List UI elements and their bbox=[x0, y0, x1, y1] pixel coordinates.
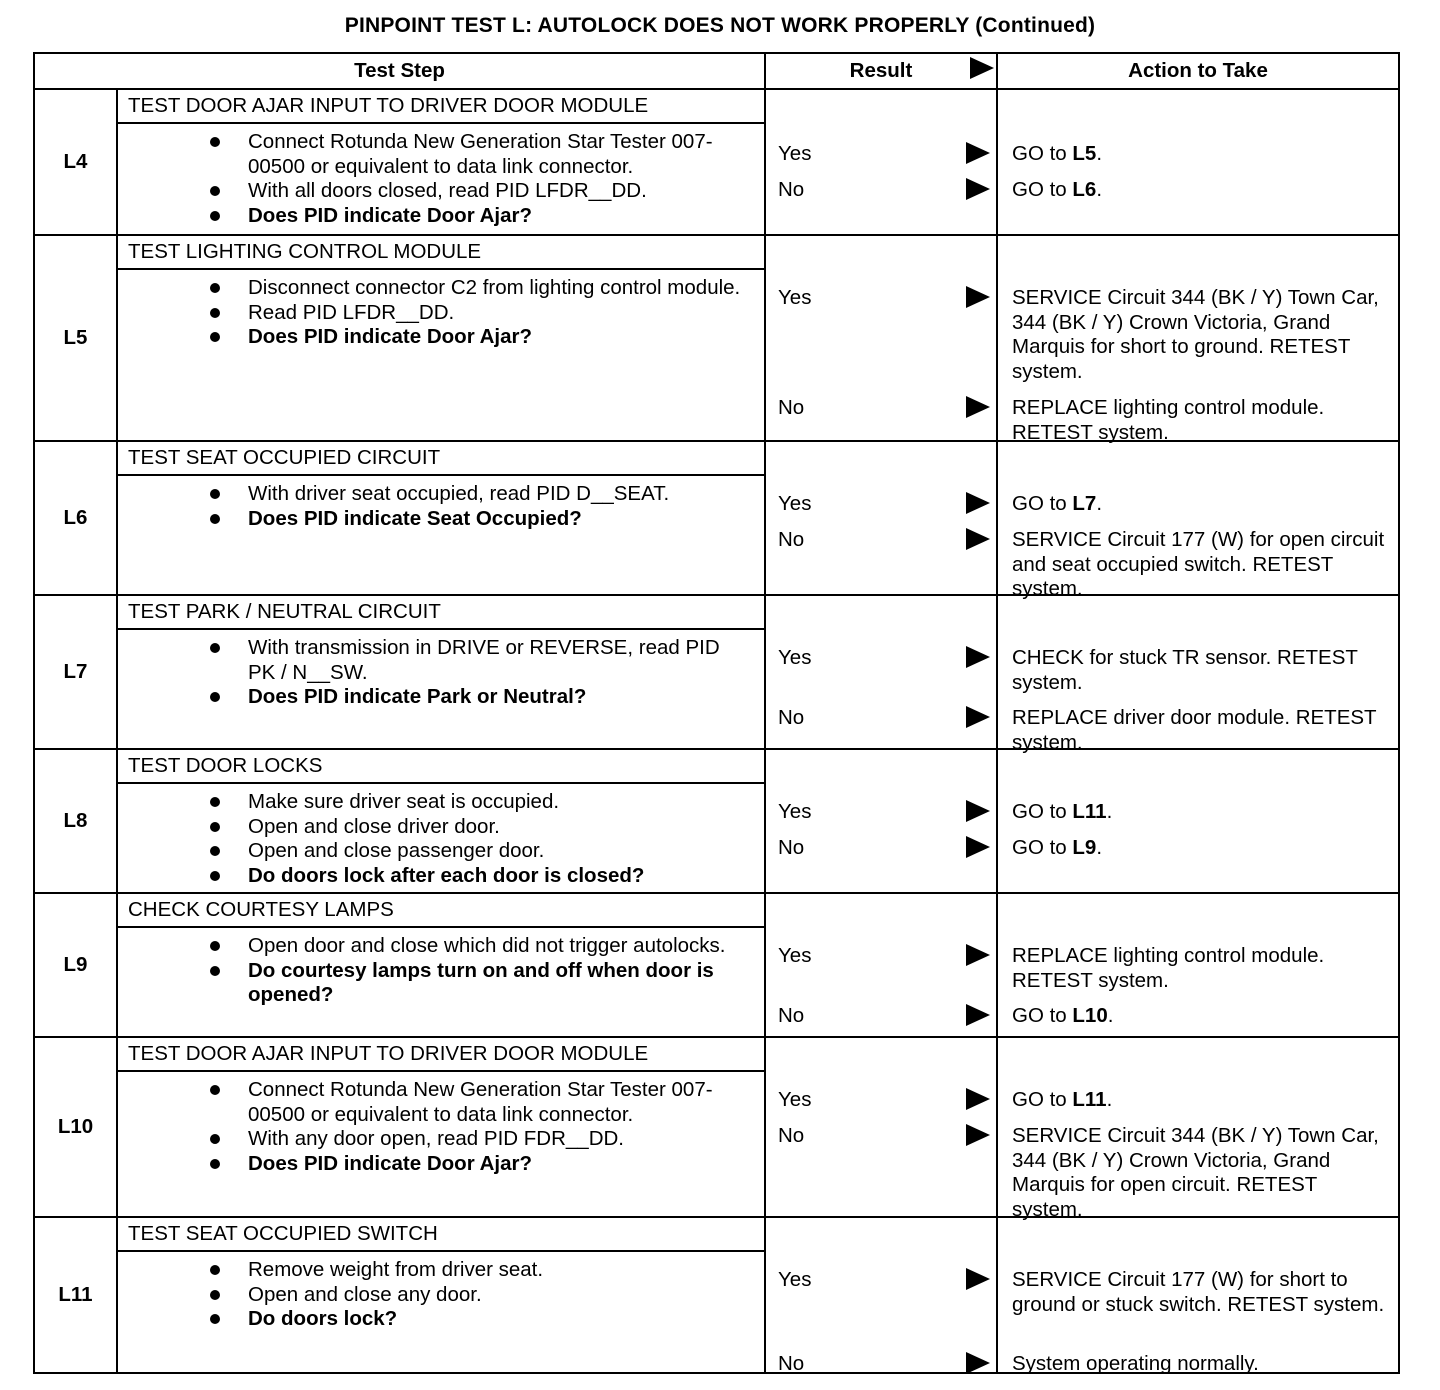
arrow-right-icon bbox=[970, 57, 994, 79]
action-cell bbox=[997, 749, 1399, 893]
list-item bbox=[248, 276, 752, 301]
list-item bbox=[248, 934, 752, 959]
header-result bbox=[765, 53, 997, 89]
action-cell bbox=[997, 893, 1399, 1037]
result-yes bbox=[778, 944, 992, 970]
step-bullets bbox=[118, 476, 764, 535]
goto-suffix: . bbox=[1096, 492, 1103, 515]
bullet-icon bbox=[210, 871, 220, 881]
step-row-l4 bbox=[34, 89, 1399, 123]
bullet-text: Open and close driver door. bbox=[248, 814, 500, 838]
arrow-right-icon bbox=[966, 800, 990, 822]
step-name: TEST DOOR AJAR INPUT TO DRIVER DOOR MODULE bbox=[117, 1037, 765, 1071]
goto-step-ref: L5 bbox=[1072, 142, 1097, 165]
arrow-right-icon bbox=[966, 1088, 990, 1110]
step-row-l6 bbox=[34, 441, 1399, 475]
action-yes bbox=[1012, 944, 1390, 993]
pinpoint-test-table bbox=[33, 52, 1400, 1374]
result-no-label: No bbox=[778, 396, 805, 419]
result-no bbox=[778, 396, 992, 422]
goto-step-ref: L11 bbox=[1072, 1088, 1107, 1111]
action-yes-text: REPLACE lighting control module. RETEST system. bbox=[1012, 944, 1325, 992]
action-no bbox=[1012, 528, 1390, 602]
question-text: Does PID indicate Park or Neutral? bbox=[248, 685, 587, 708]
step-id: L7 bbox=[34, 595, 117, 749]
bullet-text: Make sure driver seat is occupied. bbox=[248, 790, 560, 813]
action-cell bbox=[997, 235, 1399, 444]
action-no-text: REPLACE driver door module. RETEST system. bbox=[1012, 706, 1377, 754]
bullet-icon bbox=[210, 308, 220, 318]
arrow-right-icon bbox=[966, 646, 990, 668]
result-cell bbox=[765, 441, 997, 595]
step-row-l11 bbox=[34, 1217, 1399, 1251]
result-cell bbox=[765, 893, 997, 1037]
action-yes-text: GO to bbox=[1012, 142, 1067, 165]
bullet-icon bbox=[210, 692, 220, 702]
step-bullets bbox=[118, 1072, 764, 1180]
step-id: L11 bbox=[34, 1217, 117, 1373]
list-item bbox=[248, 790, 752, 815]
step-bullets bbox=[118, 1252, 764, 1336]
action-yes bbox=[1012, 646, 1390, 695]
list-item bbox=[248, 839, 752, 864]
goto-step-ref: L6 bbox=[1072, 178, 1097, 201]
arrow-right-icon bbox=[966, 1352, 990, 1374]
bullet-text: Disconnect connector C2 from lighting control module. bbox=[248, 276, 741, 299]
arrow-right-icon bbox=[966, 492, 990, 514]
header-result-label: Result bbox=[849, 58, 913, 82]
step-row-l9 bbox=[34, 893, 1399, 927]
bullet-icon bbox=[210, 1290, 220, 1300]
list-item bbox=[248, 1078, 752, 1127]
action-no-text: SERVICE Circuit 344 (BK / Y) Town Car, 344 (BK / Y) Crown Victoria, Grand Marquis for open circuit. RETEST system. bbox=[1012, 1124, 1379, 1221]
bullet-text: Open door and close which did not trigger autolocks. bbox=[248, 934, 726, 957]
bullet-icon bbox=[210, 1159, 220, 1169]
action-yes bbox=[1012, 492, 1390, 517]
step-name: CHECK COURTESY LAMPS bbox=[117, 893, 765, 927]
bullet-icon bbox=[210, 283, 220, 293]
action-no-text: GO to bbox=[1012, 178, 1067, 201]
question-text: Does PID indicate Seat Occupied? bbox=[248, 506, 582, 530]
bullet-icon bbox=[210, 1134, 220, 1144]
bullet-icon bbox=[210, 822, 220, 832]
result-no bbox=[778, 528, 992, 554]
result-no-label: No bbox=[778, 836, 805, 859]
action-yes-text: CHECK for stuck TR sensor. RETEST system. bbox=[1012, 646, 1358, 694]
action-cell bbox=[997, 1217, 1399, 1373]
question-text: Do doors lock? bbox=[248, 1307, 398, 1330]
action-yes-text: GO to bbox=[1012, 800, 1067, 823]
step-body bbox=[117, 1071, 765, 1217]
step-question bbox=[248, 1307, 752, 1332]
question-text: Do doors lock after each door is closed? bbox=[248, 863, 645, 887]
table-header-row bbox=[34, 53, 1399, 89]
step-body bbox=[117, 783, 765, 893]
header-test-step: Test Step bbox=[34, 53, 765, 89]
bullet-icon bbox=[210, 1314, 220, 1324]
bullet-icon bbox=[210, 941, 220, 951]
action-cell bbox=[997, 1037, 1399, 1221]
bullet-text: With any door open, read PID FDR__DD. bbox=[248, 1127, 624, 1150]
action-yes bbox=[1012, 1088, 1390, 1113]
bullet-icon bbox=[210, 1265, 220, 1275]
result-yes-label: Yes bbox=[778, 286, 812, 309]
goto-suffix: . bbox=[1106, 800, 1113, 823]
list-item bbox=[248, 301, 752, 326]
action-cell bbox=[997, 441, 1399, 600]
bullet-text: Remove weight from driver seat. bbox=[248, 1258, 544, 1281]
goto-suffix: . bbox=[1096, 142, 1103, 165]
action-no bbox=[1012, 836, 1390, 861]
step-id: L9 bbox=[34, 893, 117, 1037]
result-cell bbox=[765, 1037, 997, 1217]
goto-suffix: . bbox=[1106, 1088, 1113, 1111]
action-no-text: GO to bbox=[1012, 836, 1067, 859]
question-text: Does PID indicate Door Ajar? bbox=[248, 325, 533, 348]
action-yes-text: GO to bbox=[1012, 1088, 1067, 1111]
arrow-right-icon bbox=[966, 1004, 990, 1026]
step-body bbox=[117, 927, 765, 1037]
result-yes-label: Yes bbox=[778, 1268, 812, 1291]
bullet-icon bbox=[210, 797, 220, 807]
result-yes-label: Yes bbox=[778, 142, 812, 165]
result-yes bbox=[778, 800, 992, 826]
result-yes bbox=[778, 1088, 992, 1114]
bullet-icon bbox=[210, 137, 220, 147]
result-no bbox=[778, 706, 992, 732]
action-yes-text: SERVICE Circuit 177 (W) for short to ground or stuck switch. RETEST system. bbox=[1012, 1268, 1385, 1316]
result-cell bbox=[765, 595, 997, 749]
result-cell bbox=[765, 235, 997, 441]
action-yes bbox=[1012, 800, 1390, 825]
goto-suffix: . bbox=[1096, 178, 1103, 201]
goto-step-ref: L7 bbox=[1072, 492, 1097, 515]
result-no bbox=[778, 1124, 992, 1150]
goto-step-ref: L9 bbox=[1072, 836, 1097, 859]
step-bullets bbox=[118, 784, 764, 892]
step-id: L4 bbox=[34, 89, 117, 235]
list-item bbox=[248, 636, 752, 685]
result-yes bbox=[778, 492, 992, 518]
action-yes bbox=[1012, 286, 1390, 384]
action-no-text: System operating normally. bbox=[1012, 1352, 1259, 1375]
question-text: Do courtesy lamps turn on and off when door is opened? bbox=[248, 958, 714, 1006]
list-item bbox=[248, 1283, 752, 1308]
list-item bbox=[248, 1127, 752, 1152]
step-name: TEST DOOR AJAR INPUT TO DRIVER DOOR MODULE bbox=[117, 89, 765, 123]
result-no-label: No bbox=[778, 1004, 805, 1027]
action-no bbox=[1012, 396, 1390, 445]
arrow-right-icon bbox=[966, 286, 990, 308]
step-bullets bbox=[118, 928, 764, 1012]
action-no bbox=[1012, 706, 1390, 755]
result-yes bbox=[778, 286, 992, 312]
step-bullets bbox=[118, 630, 764, 714]
result-no-label: No bbox=[778, 528, 805, 551]
action-no-text: SERVICE Circuit 177 (W) for open circuit and seat occupied switch. RETEST system. bbox=[1012, 528, 1385, 600]
result-yes bbox=[778, 646, 992, 672]
bullet-text: Connect Rotunda New Generation Star Tester 007-00500 or equivalent to data link connector. bbox=[248, 130, 713, 178]
list-item bbox=[248, 130, 752, 179]
action-cell bbox=[997, 595, 1399, 754]
bullet-icon bbox=[210, 846, 220, 856]
step-row-l8 bbox=[34, 749, 1399, 783]
step-name: TEST SEAT OCCUPIED SWITCH bbox=[117, 1217, 765, 1251]
step-row-l10 bbox=[34, 1037, 1399, 1071]
list-item bbox=[248, 815, 752, 840]
question-text: Does PID indicate Door Ajar? bbox=[248, 203, 533, 227]
bullet-icon bbox=[210, 186, 220, 196]
result-yes-label: Yes bbox=[778, 944, 812, 967]
step-row-l5 bbox=[34, 235, 1399, 269]
step-question bbox=[248, 685, 752, 710]
action-no bbox=[1012, 1352, 1390, 1377]
action-no bbox=[1012, 178, 1390, 203]
result-yes-label: Yes bbox=[778, 646, 812, 669]
arrow-right-icon bbox=[966, 1268, 990, 1290]
arrow-right-icon bbox=[966, 836, 990, 858]
goto-step-ref: L10 bbox=[1072, 1004, 1108, 1027]
step-question bbox=[248, 864, 752, 889]
result-no-label: No bbox=[778, 1352, 805, 1375]
page-title: PINPOINT TEST L: AUTOLOCK DOES NOT WORK PROPERLY (Continued) bbox=[344, 14, 1096, 37]
result-no bbox=[778, 1352, 992, 1378]
arrow-right-icon bbox=[966, 1124, 990, 1146]
question-text: Does PID indicate Door Ajar? bbox=[248, 1151, 533, 1175]
goto-step-ref: L11 bbox=[1072, 800, 1107, 823]
result-cell bbox=[765, 89, 997, 235]
action-no bbox=[1012, 1004, 1390, 1029]
goto-suffix: . bbox=[1107, 1004, 1114, 1027]
action-yes bbox=[1012, 1268, 1390, 1317]
list-item bbox=[248, 482, 752, 507]
step-bullets bbox=[118, 270, 764, 354]
bullet-icon bbox=[210, 489, 220, 499]
arrow-right-icon bbox=[966, 396, 990, 418]
action-yes-text: GO to bbox=[1012, 492, 1067, 515]
bullet-text: With transmission in DRIVE or REVERSE, read PID PK / N__SW. bbox=[248, 636, 720, 684]
action-no-text: GO to bbox=[1012, 1004, 1067, 1027]
action-no bbox=[1012, 1124, 1390, 1222]
action-no-text: REPLACE lighting control module. RETEST system. bbox=[1012, 396, 1325, 444]
bullet-text: Read PID LFDR__DD. bbox=[248, 300, 455, 324]
step-name: TEST DOOR LOCKS bbox=[117, 749, 765, 783]
step-question bbox=[248, 325, 752, 350]
result-no bbox=[778, 1004, 992, 1030]
step-id: L6 bbox=[34, 441, 117, 595]
header-action: Action to Take bbox=[997, 53, 1399, 89]
bullet-icon bbox=[210, 643, 220, 653]
action-yes bbox=[1012, 142, 1390, 167]
arrow-right-icon bbox=[966, 706, 990, 728]
result-yes bbox=[778, 1268, 992, 1294]
bullet-icon bbox=[210, 966, 220, 976]
list-item bbox=[248, 179, 752, 204]
bullet-icon bbox=[210, 514, 220, 524]
goto-suffix: . bbox=[1096, 836, 1103, 859]
step-name: TEST SEAT OCCUPIED CIRCUIT bbox=[117, 441, 765, 475]
step-body bbox=[117, 269, 765, 441]
step-question bbox=[248, 204, 752, 229]
step-id: L10 bbox=[34, 1037, 117, 1217]
result-no bbox=[778, 178, 992, 204]
step-question bbox=[248, 959, 752, 1008]
action-cell bbox=[997, 89, 1399, 235]
bullet-text: With driver seat occupied, read PID D__SEAT. bbox=[248, 482, 670, 505]
bullet-text: Open and close passenger door. bbox=[248, 839, 545, 862]
result-yes-label: Yes bbox=[778, 800, 812, 823]
bullet-icon bbox=[210, 1085, 220, 1095]
step-id: L5 bbox=[34, 235, 117, 441]
bullet-text: With all doors closed, read PID LFDR__DD. bbox=[248, 179, 647, 202]
step-row-l7 bbox=[34, 595, 1399, 629]
bullet-icon bbox=[210, 211, 220, 221]
result-yes-label: Yes bbox=[778, 492, 812, 515]
result-yes bbox=[778, 142, 992, 168]
list-item bbox=[248, 1258, 752, 1283]
bullet-icon bbox=[210, 332, 220, 342]
result-yes-label: Yes bbox=[778, 1088, 812, 1111]
arrow-right-icon bbox=[966, 528, 990, 550]
step-question bbox=[248, 1152, 752, 1177]
step-body bbox=[117, 629, 765, 749]
step-name: TEST PARK / NEUTRAL CIRCUIT bbox=[117, 595, 765, 629]
result-no-label: No bbox=[778, 178, 805, 201]
arrow-right-icon bbox=[966, 178, 990, 200]
result-cell bbox=[765, 749, 997, 893]
result-no-label: No bbox=[778, 1124, 805, 1147]
step-bullets bbox=[118, 124, 764, 232]
step-question bbox=[248, 507, 752, 532]
bullet-text: Open and close any door. bbox=[248, 1282, 482, 1306]
step-body bbox=[117, 475, 765, 595]
step-id: L8 bbox=[34, 749, 117, 893]
step-body bbox=[117, 1251, 765, 1373]
step-body bbox=[117, 123, 765, 235]
result-no-label: No bbox=[778, 706, 805, 729]
arrow-right-icon bbox=[966, 142, 990, 164]
result-cell bbox=[765, 1217, 997, 1373]
step-name: TEST LIGHTING CONTROL MODULE bbox=[117, 235, 765, 269]
result-no bbox=[778, 836, 992, 862]
bullet-text: Connect Rotunda New Generation Star Tester 007-00500 or equivalent to data link connector. bbox=[248, 1078, 713, 1126]
arrow-right-icon bbox=[966, 944, 990, 966]
action-yes-text: SERVICE Circuit 344 (BK / Y) Town Car, 344 (BK / Y) Crown Victoria, Grand Marquis for short to ground. RETEST system. bbox=[1012, 286, 1379, 383]
